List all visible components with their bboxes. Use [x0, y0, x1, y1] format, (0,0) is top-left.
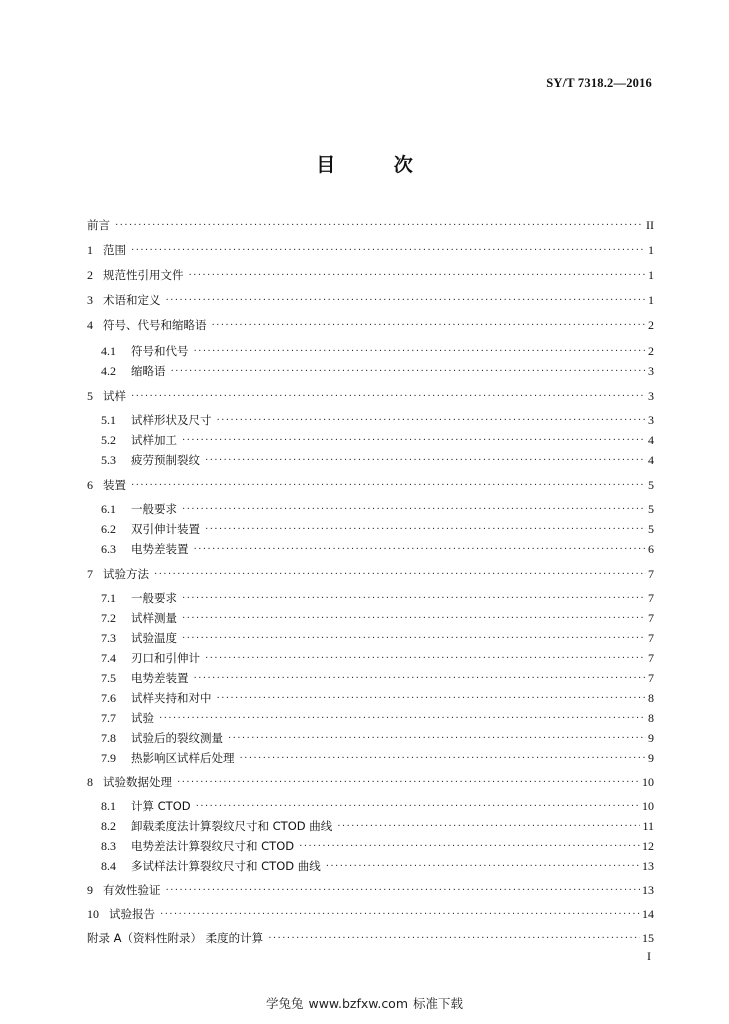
toc-entry-title: 有效性验证 [103, 883, 161, 897]
toc-entry-title: 刃口和引伸计 [131, 651, 200, 665]
toc-entry-title: 电势差法计算裂纹尺寸和 CTOD [131, 839, 295, 853]
toc-entry[interactable] [87, 565, 654, 583]
toc-entry-number: 10 [87, 907, 99, 921]
toc-entry[interactable] [87, 476, 654, 494]
toc-entry[interactable] [101, 500, 654, 518]
toc-entry-title: 试验 [131, 711, 154, 725]
toc-entry-title: 热影响区试样后处理 [131, 751, 235, 765]
toc-entry[interactable] [101, 729, 654, 747]
page-title: 目 次 [316, 154, 439, 176]
toc-leader-dots [177, 774, 640, 792]
toc-leader-dots [194, 343, 647, 361]
toc-entry-page: 7 [648, 591, 654, 605]
toc-entry[interactable] [87, 291, 654, 309]
toc-entry-number: 7.2 [101, 611, 116, 625]
toc-entry-number: 1 [87, 243, 93, 257]
toc-leader-dots [240, 750, 647, 768]
toc-entry-title: 一般要求 [131, 502, 177, 516]
toc-leader-dots [182, 501, 646, 519]
toc-leader-dots [154, 566, 646, 584]
toc-entry-number: 2 [87, 268, 93, 282]
toc-entry-title: 试样测量 [131, 611, 177, 625]
toc-leader-dots [115, 217, 644, 235]
toc-entry-title: 电势差装置 [131, 671, 189, 685]
toc-entry-number: 7 [87, 567, 93, 581]
toc-entry-number: 4 [87, 318, 93, 332]
toc-entry-page: 9 [648, 731, 654, 745]
toc-leader-dots [160, 906, 640, 924]
toc-leader-dots [337, 818, 640, 836]
toc-leader-dots [131, 388, 646, 406]
toc-entry-number: 5.1 [101, 413, 116, 427]
toc-entry[interactable] [87, 316, 654, 334]
toc-entry-page: 14 [642, 907, 654, 921]
toc-entry-page: 10 [642, 775, 654, 789]
toc-entry-page: II [646, 218, 654, 232]
toc-entry-page: 3 [648, 389, 654, 403]
standard-number: SY/T 7318.2—2016 [546, 76, 652, 90]
toc-entry-number: 8.2 [101, 819, 116, 833]
toc-entry-page: 7 [648, 567, 654, 581]
toc-entry-number: 6 [87, 478, 93, 492]
toc-entry[interactable] [101, 837, 654, 855]
toc-entry-title: 装置 [103, 478, 126, 492]
toc-entry[interactable] [101, 451, 654, 469]
toc-entry-number: 6.2 [101, 522, 116, 536]
toc-entry[interactable] [87, 929, 654, 947]
toc-leader-dots [217, 690, 647, 708]
toc-entry-page: 13 [642, 859, 654, 873]
toc-entry[interactable] [101, 689, 654, 707]
toc-entry-page: 1 [648, 243, 654, 257]
toc-entry-number: 7.1 [101, 591, 116, 605]
toc-leader-dots [299, 838, 640, 856]
toc-entry[interactable] [101, 669, 654, 687]
toc-leader-dots [171, 363, 647, 381]
toc-entry-title: 电势差装置 [131, 542, 189, 556]
toc-entry[interactable] [101, 797, 654, 815]
toc-entry-page: 8 [648, 691, 654, 705]
toc-entry-page: 2 [648, 318, 654, 332]
toc-entry-page: 12 [642, 839, 654, 853]
toc-entry-title: 试样夹持和对中 [131, 691, 212, 705]
toc-entry-page: 9 [648, 751, 654, 765]
toc-entry-title: 试样加工 [131, 433, 177, 447]
toc-entry-number: 5.3 [101, 453, 116, 467]
toc-entry-number: 7.6 [101, 691, 116, 705]
toc-leader-dots [268, 930, 640, 948]
toc-entry-page: 5 [648, 522, 654, 536]
toc-entry-page: 3 [648, 364, 654, 378]
toc-entry-page: 5 [648, 478, 654, 492]
toc-entry-title: 术语和定义 [103, 293, 161, 307]
toc-leader-dots [182, 630, 646, 648]
toc-entry[interactable] [101, 540, 654, 558]
toc-entry[interactable] [101, 817, 654, 835]
toc-entry-page: 5 [648, 502, 654, 516]
toc-entry-page: 7 [648, 651, 654, 665]
toc-leader-dots [166, 292, 647, 310]
toc-entry-title: 卸载柔度法计算裂纹尺寸和 CTOD 曲线 [131, 819, 333, 833]
toc-entry-number: 3 [87, 293, 93, 307]
toc-leader-dots [326, 858, 640, 876]
toc-leader-dots [205, 452, 646, 470]
toc-entry-title: 符号和代号 [131, 344, 189, 358]
toc-leader-dots [182, 590, 646, 608]
toc-entry[interactable] [87, 881, 654, 899]
toc-entry-page: 13 [642, 883, 654, 897]
toc-entry[interactable] [101, 431, 654, 449]
toc-entry-title: 试样形状及尺寸 [131, 413, 212, 427]
toc-leader-dots [205, 521, 646, 539]
toc-entry-number: 7.5 [101, 671, 116, 685]
toc-entry[interactable] [87, 266, 654, 284]
toc-entry-page: 2 [648, 344, 654, 358]
toc-entry-number: 8.3 [101, 839, 116, 853]
toc-entry-number: 4.2 [101, 364, 116, 378]
toc-entry-title: 试验温度 [131, 631, 177, 645]
toc-entry-title: 双引伸计装置 [131, 522, 200, 536]
toc-entry[interactable] [101, 649, 654, 667]
toc-leader-dots [131, 242, 646, 260]
toc-entry-number: 7.8 [101, 731, 116, 745]
toc-entry-title: 试验方法 [103, 567, 149, 581]
toc-entry-title: 前言 [87, 218, 110, 232]
toc-entry-number: 6.1 [101, 502, 116, 516]
toc-leader-dots [182, 610, 646, 628]
watermark-text: 学兔兔 www.bzfxw.com 标准下载 [266, 996, 463, 1011]
toc-entry[interactable] [101, 589, 654, 607]
toc-leader-dots [182, 432, 646, 450]
toc-leader-dots [217, 412, 647, 430]
toc-entry-number: 8.4 [101, 859, 116, 873]
toc-entry-title: 计算 CTOD [131, 799, 191, 813]
toc-entry-page: 3 [648, 413, 654, 427]
toc-entry-number: 7.7 [101, 711, 116, 725]
toc-entry[interactable] [101, 342, 654, 360]
toc-entry[interactable] [101, 709, 654, 727]
toc-entry-page: 7 [648, 631, 654, 645]
toc-entry-title: 试验数据处理 [103, 775, 172, 789]
toc-entry-number: 5.2 [101, 433, 116, 447]
toc-entry-title: 疲劳预制裂纹 [131, 453, 200, 467]
toc-entry-number: 6.3 [101, 542, 116, 556]
toc-entry-page: 1 [648, 293, 654, 307]
toc-entry[interactable] [101, 411, 654, 429]
toc-entry-page: 1 [648, 268, 654, 282]
toc-entry-page: 8 [648, 711, 654, 725]
toc-leader-dots [159, 710, 646, 728]
toc-entry[interactable] [101, 362, 654, 380]
toc-entry[interactable] [101, 520, 654, 538]
toc-leader-dots [205, 650, 646, 668]
toc-entry-number: 4.1 [101, 344, 116, 358]
toc-entry-number: 5 [87, 389, 93, 403]
toc-entry[interactable] [87, 241, 654, 259]
toc-entry[interactable] [87, 773, 654, 791]
toc-entry-number: 8 [87, 775, 93, 789]
toc-leader-dots [189, 267, 647, 285]
toc-entry-title: 试验后的裂纹测量 [131, 731, 223, 745]
toc-entry-page: 10 [642, 799, 654, 813]
toc-entry-page: 6 [648, 542, 654, 556]
page-number: I [647, 949, 651, 963]
toc-entry-page: 15 [642, 931, 654, 945]
toc-entry-title: 规范性引用文件 [103, 268, 184, 282]
toc-entry-page: 7 [648, 611, 654, 625]
toc-leader-dots [166, 882, 641, 900]
toc-entry-number: 9 [87, 883, 93, 897]
toc-entry-number: 7.4 [101, 651, 116, 665]
toc-entry-page: 4 [648, 453, 654, 467]
toc-entry-title: 试样 [103, 389, 126, 403]
toc-entry-title: 多试样法计算裂纹尺寸和 CTOD 曲线 [131, 859, 321, 873]
toc-entry[interactable] [101, 749, 654, 767]
toc-entry[interactable] [87, 387, 654, 405]
toc-entry[interactable] [101, 857, 654, 875]
toc-entry[interactable] [87, 905, 654, 923]
toc-entry-number: 7.9 [101, 751, 116, 765]
toc-entry-number: 7.3 [101, 631, 116, 645]
toc-entry-page: 11 [642, 819, 654, 833]
toc-entry-title: 一般要求 [131, 591, 177, 605]
toc-entry-page: 7 [648, 671, 654, 685]
toc-entry-title: 附录 A（资料性附录） 柔度的计算 [87, 931, 264, 945]
toc-entry[interactable] [87, 216, 654, 234]
toc-leader-dots [228, 730, 646, 748]
toc-leader-dots [196, 798, 640, 816]
toc-entry[interactable] [101, 609, 654, 627]
toc-entry-page: 4 [648, 433, 654, 447]
toc-entry-title: 试验报告 [109, 907, 155, 921]
toc-leader-dots [194, 670, 647, 688]
toc-leader-dots [131, 477, 646, 495]
toc-entry-title: 缩略语 [131, 364, 166, 378]
toc-leader-dots [212, 317, 647, 335]
toc-entry-title: 符号、代号和缩略语 [103, 318, 207, 332]
toc-entry-number: 8.1 [101, 799, 116, 813]
toc-entry-title: 范围 [103, 243, 126, 257]
toc-leader-dots [194, 541, 647, 559]
toc-entry[interactable] [101, 629, 654, 647]
